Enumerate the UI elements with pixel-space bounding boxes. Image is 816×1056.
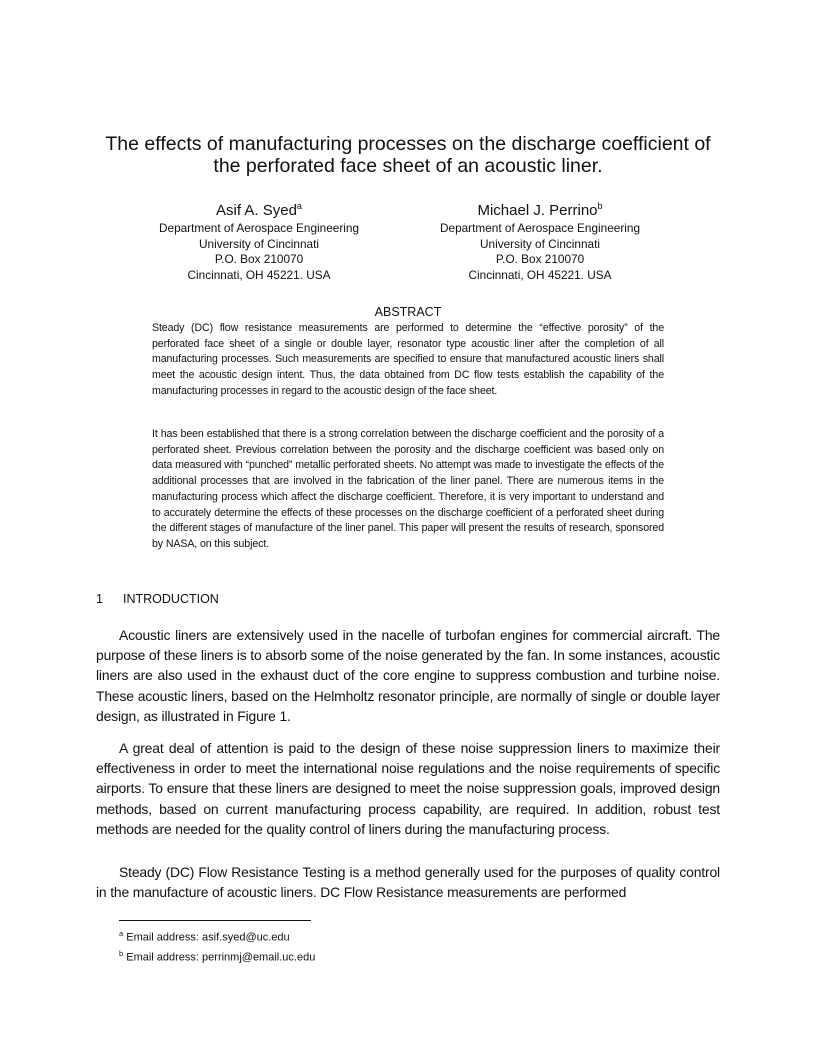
body-paragraph: Acoustic liners are extensively used in the nacelle of turbofan engines for commercial aircraft. The purpose of these liners is to absorb some of the noise generated by the fan. In some instances, acoustic liners are also used in the exhaust duct of the core engine to suppress combustion and turbine noise. These acoustic liners, based on the Helmholtz resonator principle, are normally of single or double layer design, as illustrated in Figure 1.: [96, 627, 720, 724]
author-po-box: P.O. Box 210070: [495, 252, 585, 266]
author-university: University of Cincinnati: [480, 236, 600, 251]
author-po-box: P.O. Box 210070: [214, 252, 304, 266]
author-name: Asif A. Syed: [216, 202, 297, 219]
footnotes: [119, 926, 315, 965]
footnote-item: [119, 926, 315, 946]
footnote-marker: a: [119, 929, 124, 938]
section-title: INTRODUCTION: [123, 592, 219, 606]
author-marker: b: [597, 201, 603, 211]
body-paragraph: Steady (DC) Flow Resistance Testing is a method generally used for the purposes of quality control in the manufacture of acoustic liners. DC Flow Resistance measurements are performed: [96, 864, 720, 901]
footnote-divider: [119, 920, 311, 921]
author-department: Department of Aerospace Engineering: [158, 221, 360, 235]
author-university: University of Cincinnati: [199, 236, 319, 251]
abstract-heading: ABSTRACT: [374, 305, 442, 319]
author-block-perrino: [400, 196, 680, 283]
footnote-marker: b: [119, 948, 124, 958]
paper-title: The effects of manufacturing processes on the discharge coefficient of the perforated face sheet of an acoustic liner.: [105, 133, 711, 177]
abstract-paragraph: It has been established that there is a strong correlation between the discharge coefficient and the porosity of a perforated sheet. Previous correlation between the porosity and the discharge coefficient was based only on data measured with “punched” metallic perforated sheets. No attempt was made to investigate the effects of the additional processes that are involved in the fabrication of the liner panel. There are numerous items in the manufacturing process which affect the discharge coefficient. Therefore, it is very important to understand and to accurately determine the effects of these processes on the discharge coefficient of a perforated sheet during the different stages of manufacture of the liner panel. This paper will present the results of research, sponsored by NASA, on this subject.: [152, 428, 664, 550]
footnote-text: Email address: perrinmj@email.uc.edu: [126, 951, 316, 964]
section-heading: [96, 592, 219, 606]
abstract-paragraph: Steady (DC) flow resistance measurements are performed to determine the “effective porosity” of the perforated face sheet of a single or double layer, resonator type acoustic liner after the completion of all manufacturing processes. Such measurements are specified to ensure that manufactured acoustic liners shall meet the acoustic design intent. Thus, the data obtained from DC flow tests establish the capability of the manufacturing processes in regard to the acoustic design of the face sheet.: [152, 322, 664, 397]
author-department: Department of Aerospace Engineering: [439, 221, 641, 235]
author-marker: a: [296, 201, 302, 211]
footnote-text: Email address: asif.syed@uc.edu: [126, 931, 290, 944]
author-name: Michael J. Perrino: [477, 202, 598, 219]
author-name-line: [119, 196, 399, 221]
author-city: Cincinnati, OH 45221. USA: [187, 267, 331, 282]
author-city: Cincinnati, OH 45221. USA: [468, 267, 612, 282]
section-number: 1: [96, 592, 103, 606]
author-block-syed: [119, 196, 399, 283]
footnote-item: [119, 946, 315, 966]
author-name-line: [400, 196, 680, 221]
body-paragraph: A great deal of attention is paid to the design of these noise suppression liners to maximize their effectiveness in order to meet the international noise regulations and the noise requirements of specific airports. To ensure that these liners are designed to meet the noise suppression goals, improved design methods, based on current manufacturing process capability, are required. In addition, robust test methods are needed for the quality control of liners during the manufacturing process.: [96, 740, 720, 837]
